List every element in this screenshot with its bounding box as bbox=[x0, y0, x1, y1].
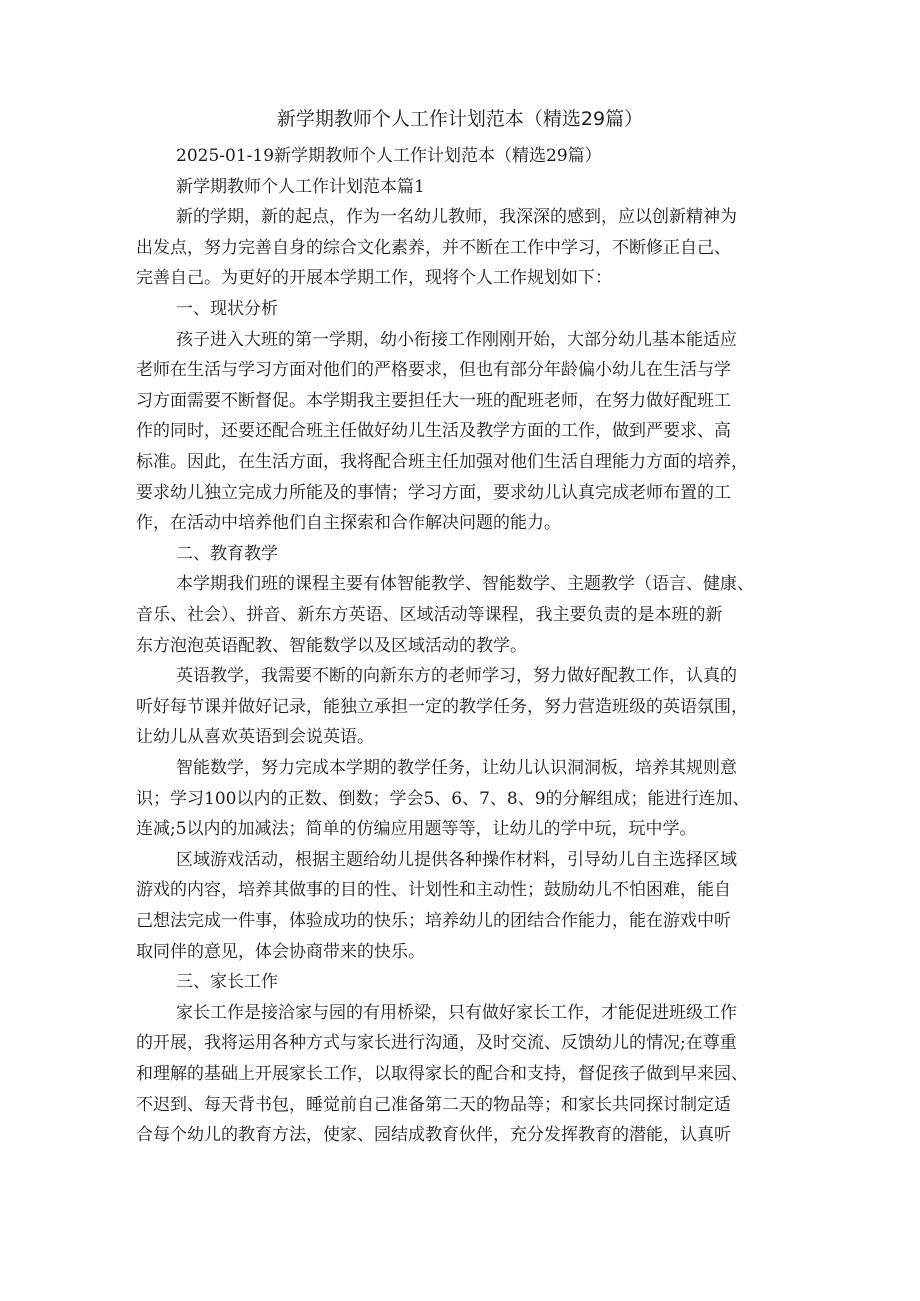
text-line: 合每个幼儿的教育方法，使家、园结成教育伙伴，充分发挥教育的潜能，认真听 bbox=[136, 1125, 731, 1146]
text-line: 新的学期，新的起点，作为一名幼儿教师，我深深的感到，应以创新精神为 bbox=[176, 207, 737, 228]
text-line: 连减;5以内的加减法；简单的仿编应用题等等，让幼儿的学中玩，玩中学。 bbox=[136, 819, 697, 840]
text-line: 2025-01-19新学期教师个人工作计划范本（精选29篇） bbox=[176, 146, 602, 166]
text-line: 区域游戏活动，根据主题给幼儿提供各种操作材料，引导幼儿自主选择区域 bbox=[176, 849, 737, 870]
text-line: 让幼儿从喜欢英语到会说英语。 bbox=[136, 727, 374, 748]
text-line: 一、现状分析 bbox=[176, 299, 278, 319]
text-line: 出发点，努力完善自身的综合文化素养，并不断在工作中学习，不断修正自己、 bbox=[136, 237, 731, 258]
text-line: 作，在活动中培养他们自主探索和合作解决问题的能力。 bbox=[136, 513, 561, 534]
text-line: 作的同时，还要还配合班主任做好幼儿生活及教学方面的工作，做到严要求、高 bbox=[136, 421, 731, 442]
text-line: 二、教育教学 bbox=[176, 543, 278, 564]
text-line: 音乐、社会）、拼音、新东方英语、区域活动等课程，我主要负责的是本班的新 bbox=[136, 605, 723, 625]
text-line: 老师在生活与学习方面对他们的严格要求，但也有部分年龄偏小幼儿在生活与学 bbox=[136, 360, 731, 381]
text-line: 的开展，我将运用各种方式与家长进行沟通，及时交流、反馈幼儿的情况;在尊重 bbox=[136, 1033, 737, 1054]
text-line: 家长工作是接洽家与园的有用桥梁，只有做好家长工作，才能促进班级工作 bbox=[176, 1002, 737, 1023]
text-line: 习方面需要不断督促。本学期我主要担任大一班的配班老师，在努力做好配班工 bbox=[136, 390, 731, 411]
text-line: 取同伴的意见，体会协商带来的快乐。 bbox=[136, 941, 425, 962]
text-line: 东方泡泡英语配教、智能数学以及区域活动的教学。 bbox=[136, 635, 527, 656]
text-line: 和理解的基础上开展家长工作，以取得家长的配合和支持，督促孩子做到早来园、 bbox=[136, 1064, 748, 1084]
text-line: 游戏的内容，培养其做事的目的性、计划性和主动性；鼓励幼儿不怕困难，能自 bbox=[136, 880, 731, 901]
text-line: 听好每节课并做好记录，能独立承担一定的教学任务，努力营造班级的英语氛围， bbox=[136, 696, 748, 717]
text-line: 新学期教师个人工作计划范本篇1 bbox=[176, 176, 425, 197]
text-line: 英语教学，我需要不断的向新东方的老师学习，努力做好配教工作，认真的 bbox=[176, 666, 737, 687]
text-line: 完善自己。为更好的开展本学期工作，现将个人工作规划如下： bbox=[136, 268, 612, 289]
document-title: 新学期教师个人工作计划范本（精选29篇） bbox=[276, 108, 644, 130]
text-line: 三、家长工作 bbox=[176, 972, 278, 993]
text-line: 智能数学，努力完成本学期的教学任务，让幼儿认识洞洞板，培养其规则意 bbox=[176, 758, 737, 778]
text-line: 不迟到、每天背书包，睡觉前自己准备第二天的物品等；和家长共同探讨制定适 bbox=[136, 1094, 731, 1115]
text-line: 识；学习100以内的正数、倒数；学会5、6、7、8、9的分解组成；能进行连加、 bbox=[136, 788, 750, 809]
text-line: 己想法完成一件事，体验成功的快乐；培养幼儿的团结合作能力，能在游戏中听 bbox=[136, 911, 731, 931]
text-line: 孩子进入大班的第一学期，幼小衔接工作刚刚开始，大部分幼儿基本能适应 bbox=[176, 329, 737, 350]
text-line: 要求幼儿独立完成力所能及的事情；学习方面，要求幼儿认真完成老师布置的工 bbox=[136, 482, 731, 503]
text-line: 本学期我们班的课程主要有体智能教学、智能数学、主题教学（语言、健康、 bbox=[176, 574, 754, 595]
text-line: 标准。因此，在生活方面，我将配合班主任加强对他们生活自理能力方面的培养， bbox=[136, 452, 748, 472]
